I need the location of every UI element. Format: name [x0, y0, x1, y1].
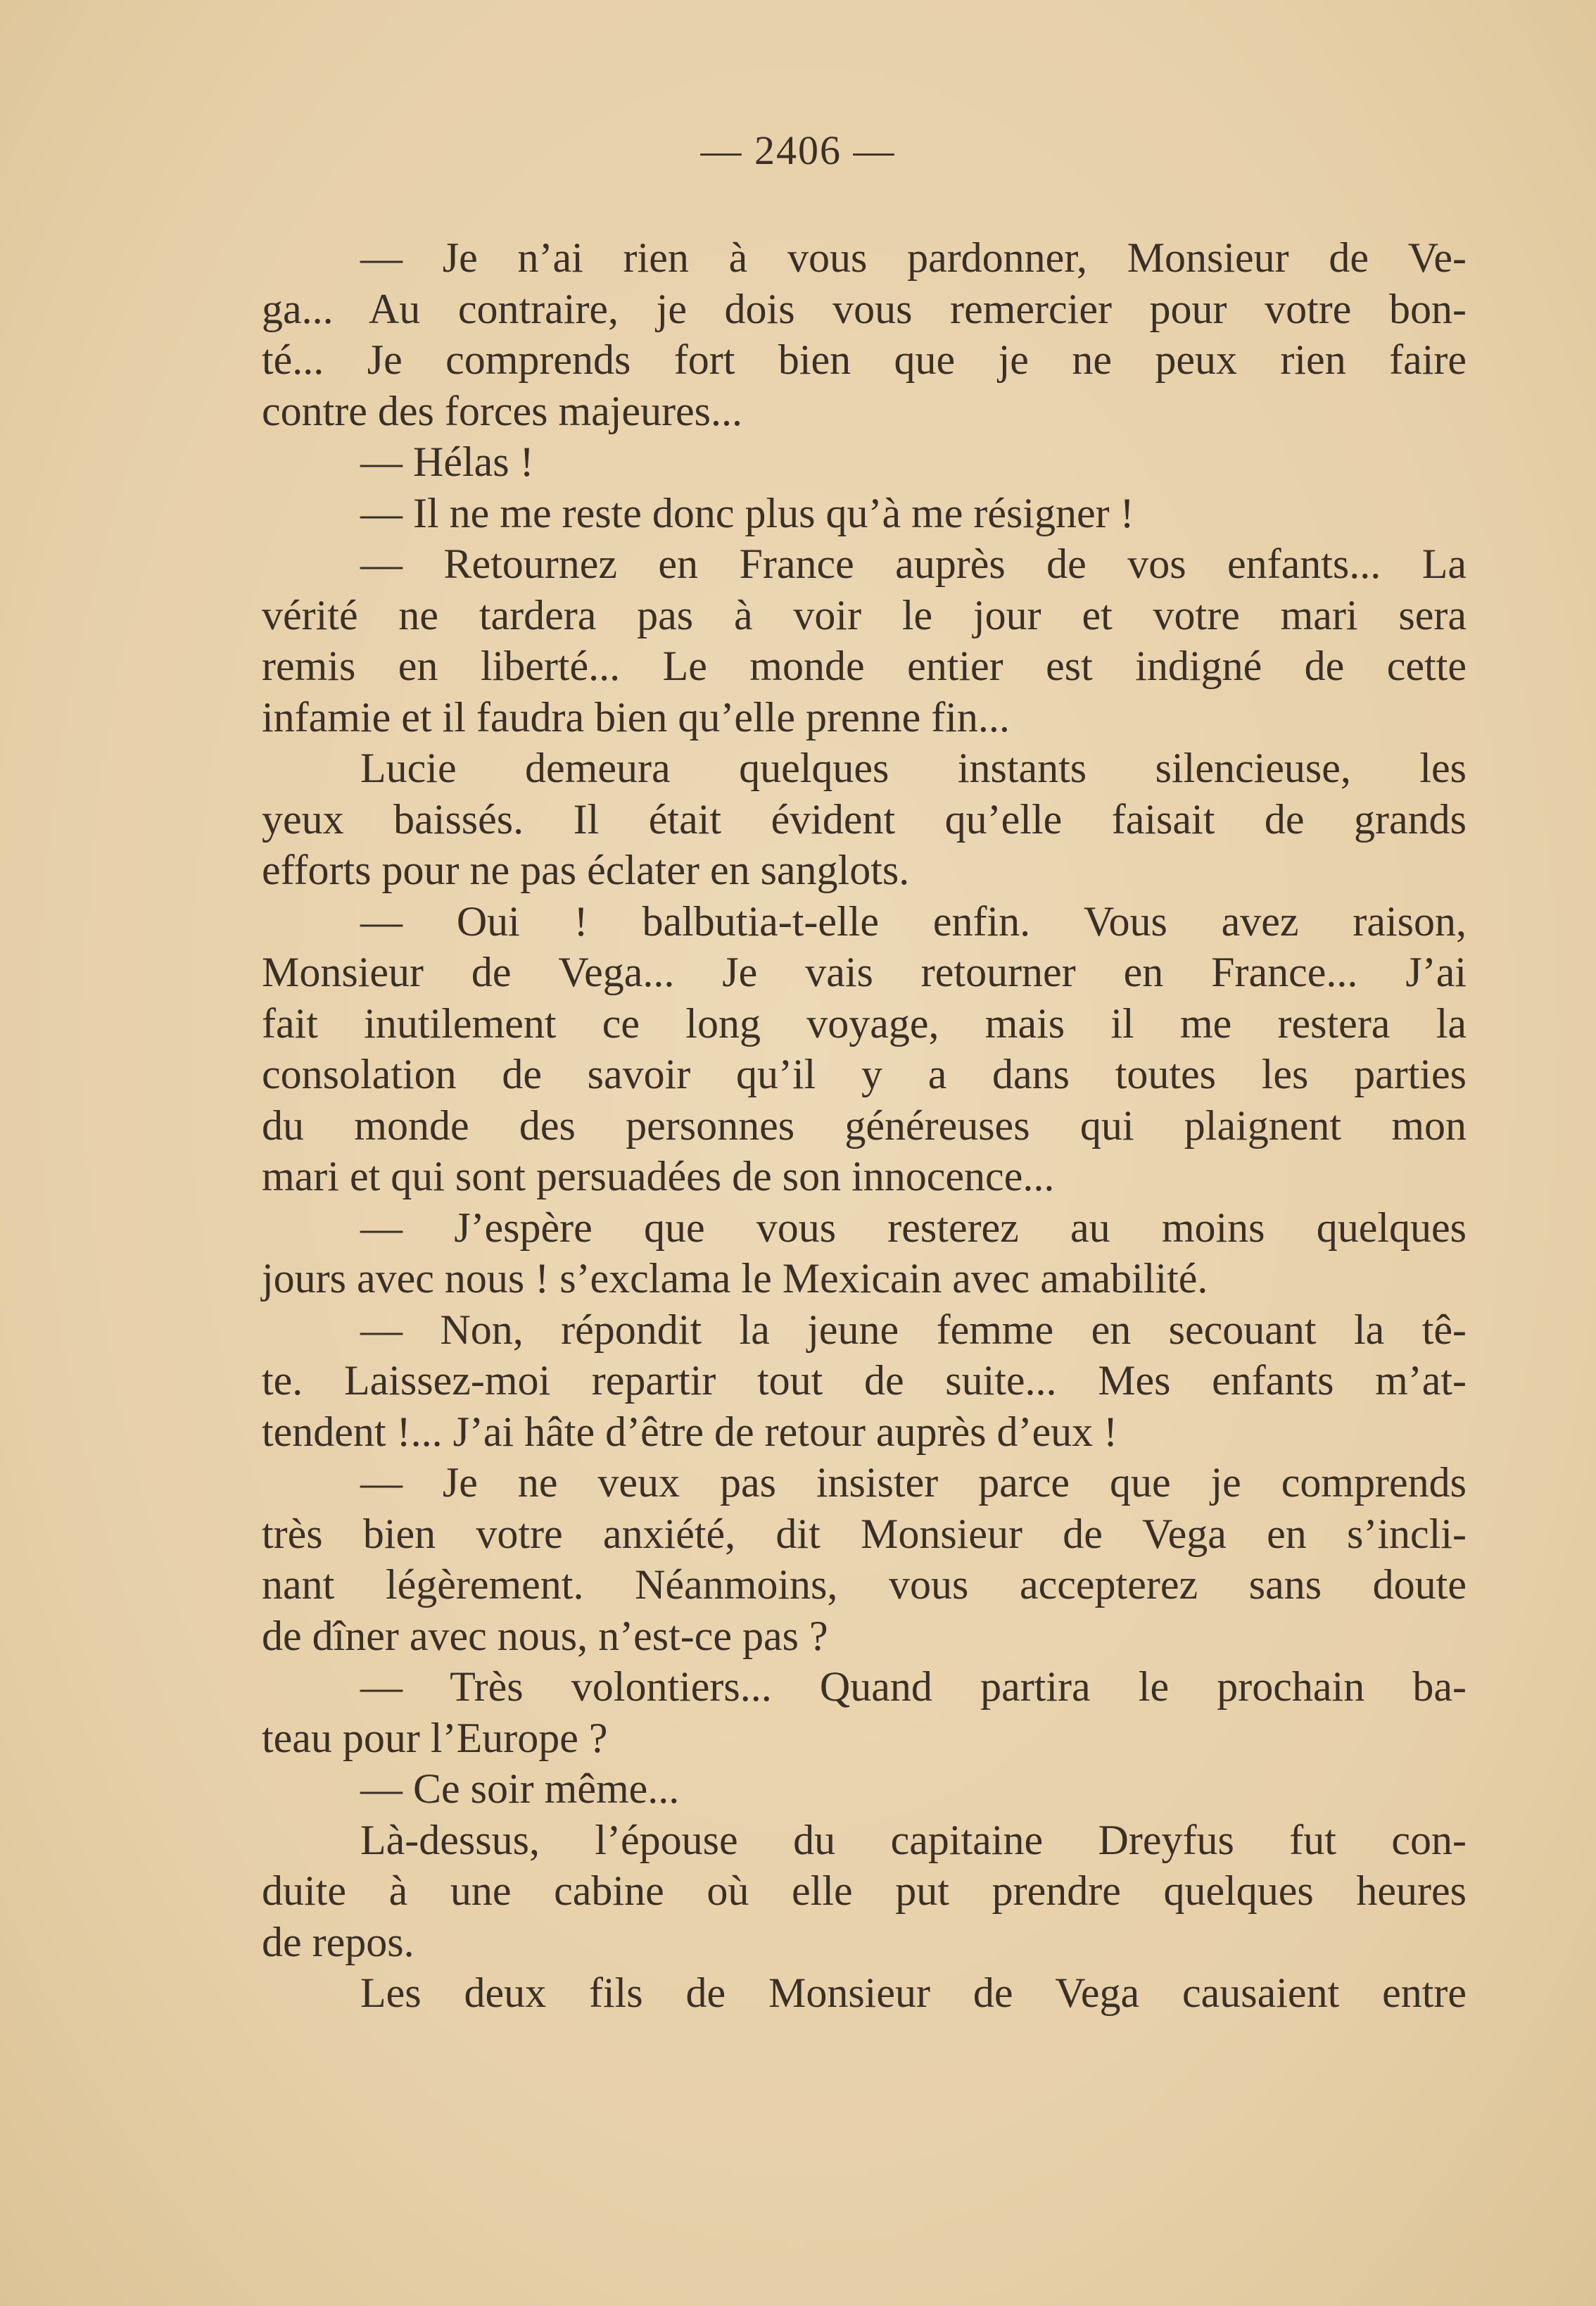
text-line: très bien votre anxiété, dit Monsieur de Vega en s’incli- — [262, 1510, 1467, 1557]
text-line: jours avec nous ! s’exclama le Mexicain avec amabilité. — [262, 1255, 1208, 1302]
text-line: — Très volontiers... Quand partira le prochain ba- — [360, 1663, 1467, 1710]
text-line: remis en liberté... Le monde entier est indigné de cette — [262, 643, 1467, 689]
text-line: — Oui ! balbutia-t-elle enfin. Vous avez raison, — [360, 897, 1467, 945]
text-line: — J’espère que vous resterez au moins quelques — [360, 1204, 1467, 1251]
text-line: Les deux fils de Monsieur de Vega causaient entre — [360, 1970, 1467, 2016]
text-line: contre des forces majeures... — [262, 387, 743, 434]
text-line: tendent !... J’ai hâte d’être de retour auprès d’eux ! — [262, 1408, 1118, 1455]
text-line: Monsieur de Vega... Je vais retourner en France... J’ai — [262, 949, 1467, 995]
text-line: du monde des personnes généreuses qui plaignent mon — [262, 1102, 1467, 1149]
text-line: infamie et il faudra bien qu’elle prenne fin... — [262, 693, 1010, 741]
text-line: consolation de savoir qu’il y a dans toutes les parties — [262, 1051, 1467, 1097]
text-line: Lucie demeura quelques instants silencieuse, les — [360, 745, 1467, 791]
text-line: fait inutilement ce long voyage, mais il me restera la — [262, 1000, 1467, 1047]
text-line: — Ce soir même... — [360, 1765, 680, 1812]
text-line: — Retournez en France auprès de vos enfants... La — [360, 541, 1467, 587]
body-text — [262, 232, 1467, 2019]
text-line: te. Laissez-moi repartir tout de suite... Mes enfants m’at- — [262, 1357, 1467, 1404]
page-number: — 2406 — — [700, 127, 896, 173]
text-line: teau pour l’Europe ? — [262, 1714, 608, 1761]
text-line: — Je n’ai rien à vous pardonner, Monsieur de Ve- — [360, 234, 1467, 281]
text-line: ga... Au contraire, je dois vous remercier pour votre bon- — [262, 285, 1467, 332]
text-line: efforts pour ne pas éclater en sanglots. — [262, 847, 910, 893]
text-line: yeux baissés. Il était évident qu’elle faisait de grands — [262, 795, 1467, 843]
text-line: — Je ne veux pas insister parce que je comprends — [360, 1459, 1467, 1506]
text-line: — Il ne me reste donc plus qu’à me résigner ! — [360, 489, 1134, 536]
text-line: mari et qui sont persuadées de son innocence... — [262, 1153, 1055, 1199]
text-line: — Non, répondit la jeune femme en secouant la tê- — [360, 1306, 1467, 1353]
text-line: vérité ne tardera pas à voir le jour et votre mari sera — [262, 591, 1467, 638]
text-line: duite à une cabine où elle put prendre quelques heures — [262, 1867, 1467, 1914]
text-line: — Hélas ! — [360, 439, 534, 485]
text-line: de repos. — [262, 1918, 414, 1965]
text-line: de dîner avec nous, n’est-ce pas ? — [262, 1612, 828, 1659]
text-line: nant légèrement. Néanmoins, vous accepterez sans doute — [262, 1561, 1467, 1608]
text-line: Là-dessus, l’épouse du capitaine Dreyfus fut con- — [360, 1816, 1467, 1863]
text-line: té... Je comprends fort bien que je ne peux rien faire — [262, 336, 1467, 383]
